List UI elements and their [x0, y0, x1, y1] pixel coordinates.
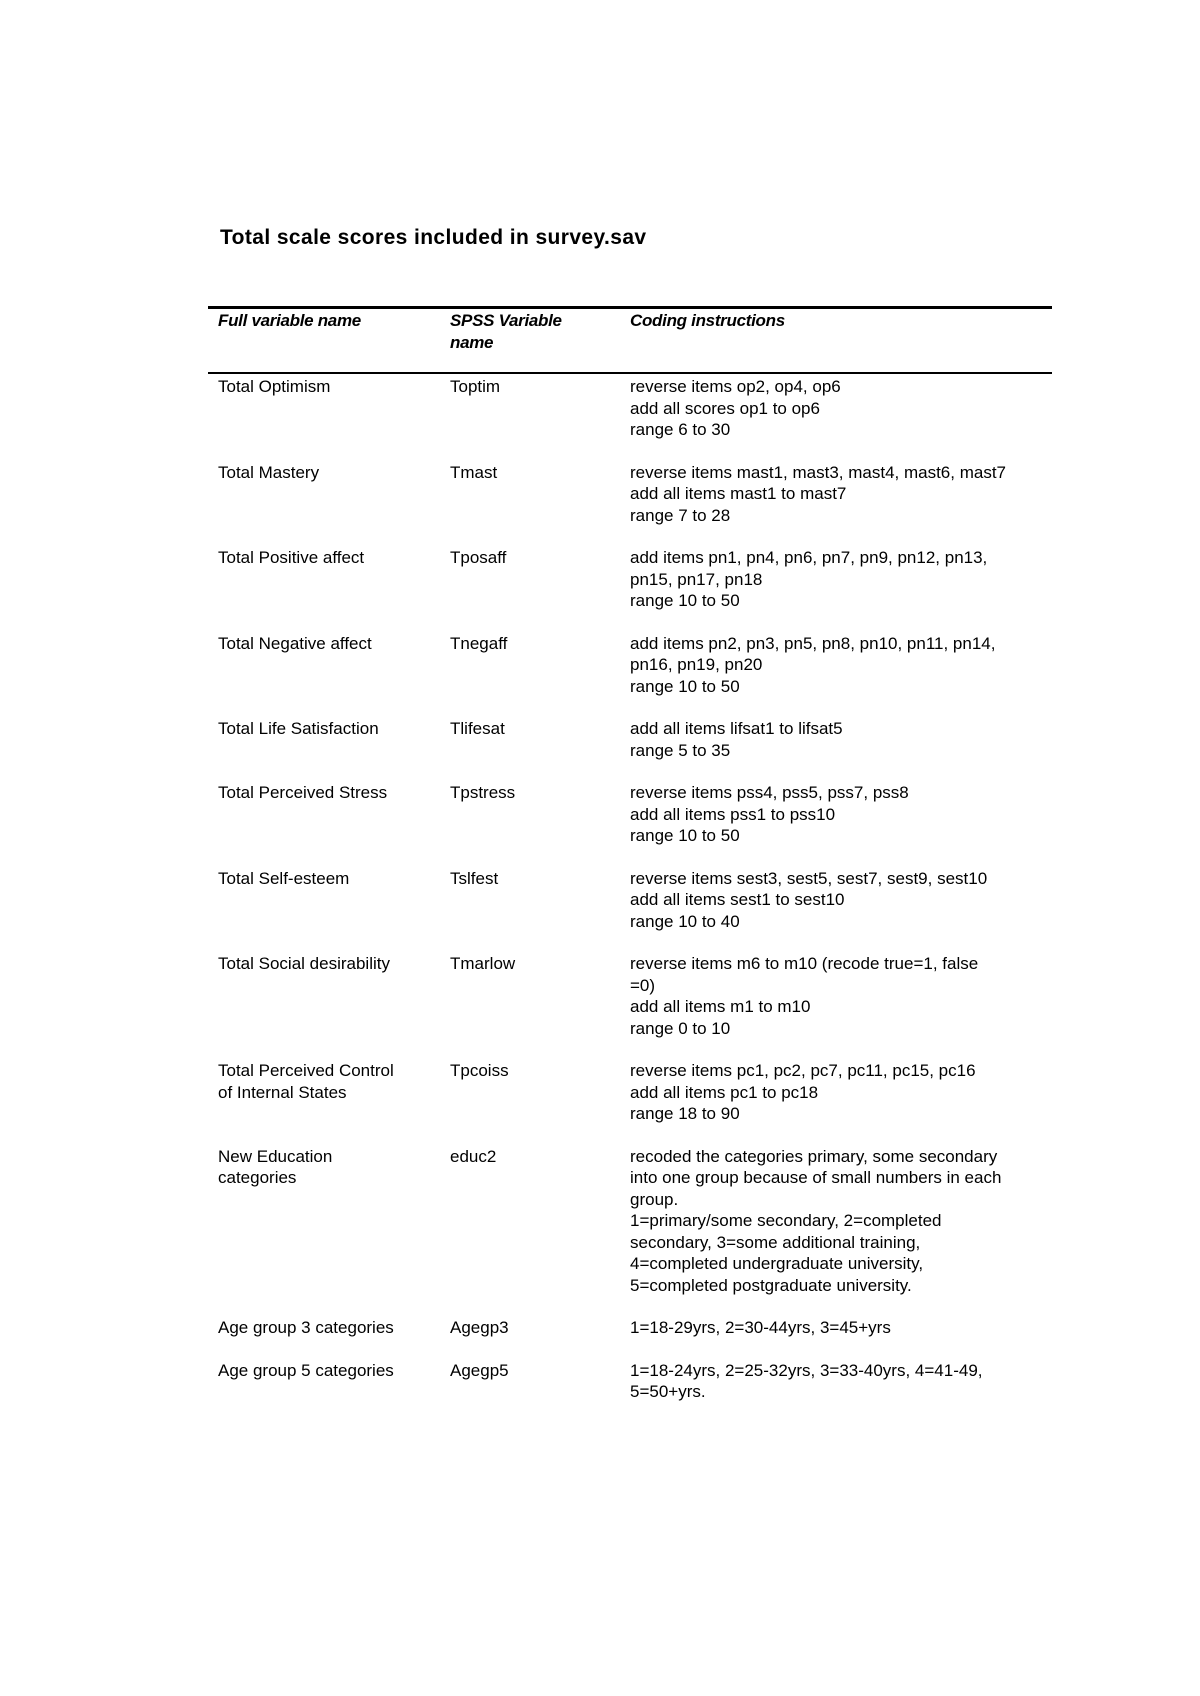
table-row [208, 1146, 1052, 1297]
coding-instructions-cell: 1=18-29yrs, 2=30-44yrs, 3=45+yrs [630, 1318, 891, 1337]
spss-variable-name-cell: Tlifesat [450, 719, 505, 738]
spss-variable-name-cell: Agegp3 [450, 1318, 509, 1337]
spss-variable-name-cell: Tpstress [450, 783, 516, 802]
table-row [208, 376, 1052, 441]
coding-instructions-cell: add all items lifsat1 to lifsat5 range 5 to 35 [630, 719, 843, 760]
table-row [208, 1317, 1052, 1339]
coding-instructions-cell: reverse items op2, op4, op6 add all scores op1 to op6 range 6 to 30 [630, 377, 841, 439]
full-variable-name-cell: Total Social desirability [218, 954, 390, 973]
coding-instructions-cell: reverse items pc1, pc2, pc7, pc11, pc15, pc16 add all items pc1 to pc18 range 18 to 90 [630, 1061, 976, 1123]
scale-scores-table [208, 306, 1052, 1424]
coding-instructions-cell: 1=18-24yrs, 2=25-32yrs, 3=33-40yrs, 4=41-49, 5=50+yrs. [630, 1360, 983, 1401]
table-row [208, 782, 1052, 847]
full-variable-name-cell: Total Perceived Stress [218, 783, 388, 802]
full-variable-name-cell: Total Perceived Control of Internal States [218, 1061, 394, 1102]
spss-variable-name-cell: Agegp5 [450, 1360, 509, 1380]
table-body [208, 374, 1052, 1403]
full-variable-name-cell: Total Mastery [218, 462, 320, 482]
table-header-row [208, 309, 1052, 372]
spss-variable-name-cell: Tslfest [450, 868, 499, 888]
table-row [208, 547, 1052, 612]
full-variable-name-cell: Age group 3 categories [218, 1318, 394, 1337]
spss-variable-name-cell: Tmarlow [450, 954, 516, 973]
spss-variable-name-cell: Tposaff [450, 548, 507, 567]
header-spss-variable-name: SPSS Variable name [450, 311, 562, 352]
full-variable-name-cell: Total Positive affect [218, 548, 365, 567]
coding-instructions-cell: reverse items m6 to m10 (recode true=1, false =0) add all items m1 to m10 range 0 to 10 [630, 954, 979, 1038]
spss-variable-name-cell: Toptim [450, 377, 501, 396]
spss-variable-name-cell: Tpcoiss [450, 1061, 509, 1080]
full-variable-name-cell: Total Self-esteem [218, 868, 350, 888]
table-row [208, 633, 1052, 698]
spss-variable-name-cell: educ2 [450, 1146, 497, 1166]
table-row [208, 953, 1052, 1039]
full-variable-name-cell: Total Optimism [218, 377, 331, 396]
spss-variable-name-cell: Tmast [450, 462, 498, 482]
table-row [208, 868, 1052, 933]
table-row [208, 718, 1052, 761]
table-row [208, 462, 1052, 527]
table-row [208, 1060, 1052, 1125]
header-coding-instructions: Coding instructions [630, 311, 785, 330]
full-variable-name-cell: New Education categories [218, 1146, 333, 1187]
coding-instructions-cell: recoded the categories primary, some secondary into one group because of small numbers in each group. 1=primary/some secondary, 2=completed secondary, 3=some additional training, 4=completed undergraduate university, 5=completed postgraduate university. [630, 1146, 1002, 1295]
coding-instructions-cell: reverse items sest3, sest5, sest7, sest9, sest10 add all items sest1 to sest10 range 10 to 40 [630, 868, 988, 931]
coding-instructions-cell: reverse items pss4, pss5, pss7, pss8 add all items pss1 to pss10 range 10 to 50 [630, 783, 909, 845]
full-variable-name-cell: Total Negative affect [218, 633, 372, 653]
header-full-variable-name: Full variable name [218, 311, 361, 330]
coding-instructions-cell: add items pn1, pn4, pn6, pn7, pn9, pn12, pn13, pn15, pn17, pn18 range 10 to 50 [630, 548, 988, 610]
table-row [208, 1360, 1052, 1403]
coding-instructions-cell: add items pn2, pn3, pn5, pn8, pn10, pn11, pn14, pn16, pn19, pn20 range 10 to 50 [630, 633, 996, 696]
page-title: Total scale scores included in survey.sav [220, 226, 647, 249]
spss-variable-name-cell: Tnegaff [450, 633, 508, 653]
full-variable-name-cell: Age group 5 categories [218, 1360, 394, 1380]
coding-instructions-cell: reverse items mast1, mast3, mast4, mast6, mast7 add all items mast1 to mast7 range 7 to 28 [630, 462, 1007, 525]
full-variable-name-cell: Total Life Satisfaction [218, 719, 379, 738]
